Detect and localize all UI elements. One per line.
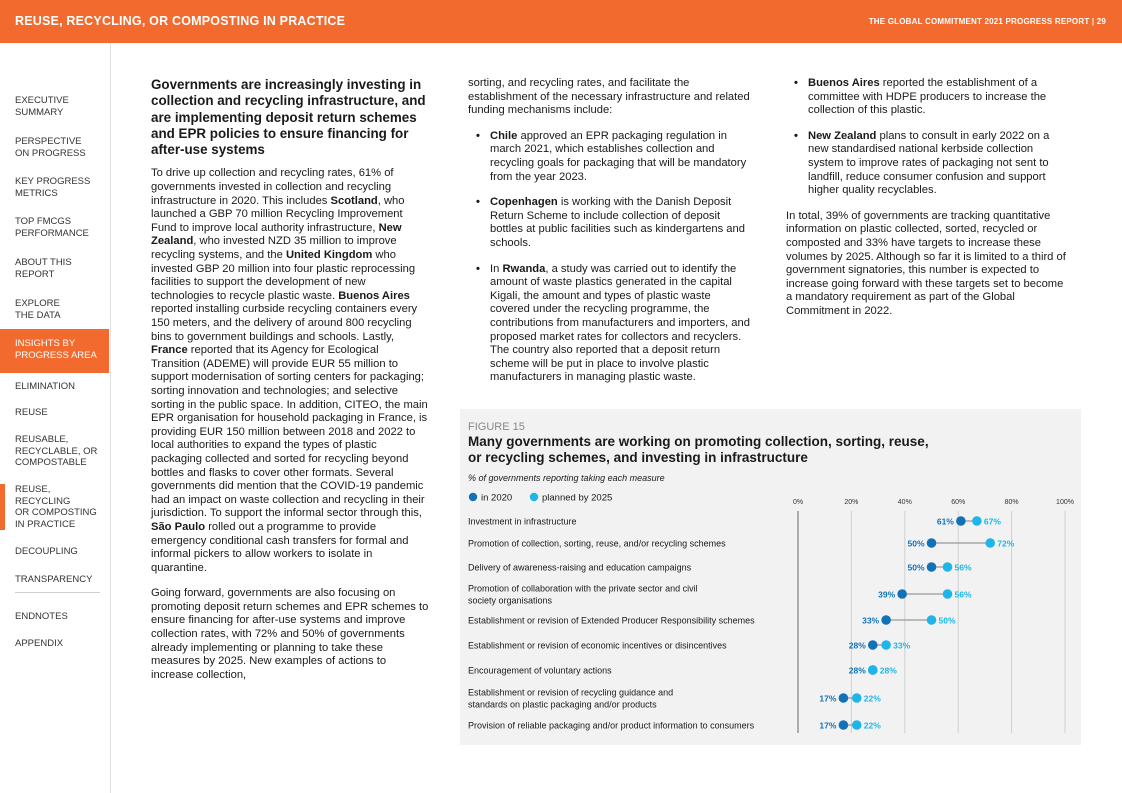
section-title: REUSE, RECYCLING, OR COMPOSTING IN PRACTICE	[15, 14, 346, 28]
nav-label: PERFORMANCE	[15, 227, 89, 239]
nav-label: ABOUT THIS	[15, 257, 72, 268]
marker-2020	[839, 720, 849, 730]
category-label: Establishment or revision of economic incentives or disincentives	[468, 640, 727, 651]
examples-list-continued	[786, 77, 1071, 198]
list-item: • In Rwanda, a study was carried out to identify the amount of waste plastics generated in the capital Kigali, the amount and types of plastic waste covered under the recycling programme, the contributions from manufacturers and importers, and proposed market rates for collectors and recyclers. The country also reported that a deposit return scheme will be put in place to involve plastic manufacturers in managing plastic waste.	[468, 263, 751, 385]
nav-label: INSIGHTS BY	[15, 338, 76, 349]
value-label-2025: 22%	[863, 693, 881, 704]
sidebar-nav	[0, 43, 111, 793]
marker-2025	[943, 589, 953, 599]
category-label: Establishment or revision of Extended Producer Responsibility schemes	[468, 615, 755, 626]
category-label: Promotion of collaboration with the private sector and civil	[468, 583, 698, 594]
figure-15	[460, 409, 1081, 745]
marker-2025	[972, 516, 982, 526]
nav-label: EXECUTIVE	[15, 95, 69, 106]
nav-label: RECYCLING	[15, 495, 71, 507]
x-tick-label: 20%	[844, 499, 859, 506]
value-label-2025: 28%	[879, 665, 897, 676]
marker-2020	[927, 562, 937, 572]
nav-label: KEY PROGRESS	[15, 176, 91, 187]
value-label-2025: 56%	[954, 562, 972, 573]
nav-label: APPENDIX	[15, 638, 64, 649]
figure-subtitle: % of governments reporting taking each measure	[468, 473, 665, 483]
marker-2020	[839, 693, 849, 703]
figure-title-line-1: Many governments are working on promoting collection, sorting, reuse,	[468, 434, 929, 449]
value-label-2020: 17%	[819, 720, 837, 731]
value-label-2025: 50%	[938, 615, 956, 626]
category-label: Establishment or revision of recycling guidance and	[468, 687, 674, 698]
nav-elimination[interactable]	[0, 381, 109, 393]
text-column-3	[786, 77, 1071, 331]
nav-reuse[interactable]	[0, 407, 109, 419]
nav-label: ENDNOTES	[15, 611, 68, 622]
marker-2025	[868, 665, 878, 675]
figure-label: FIGURE 15	[468, 421, 525, 433]
report-title-page-number: THE GLOBAL COMMITMENT 2021 PROGRESS REPORT | 29	[868, 17, 1106, 26]
nav-label: METRICS	[15, 187, 58, 199]
nav-label: OR COMPOSTING	[15, 507, 97, 518]
nav-label: PROGRESS AREA	[15, 349, 97, 361]
list-item: • Copenhagen is working with the Danish Deposit Return Scheme to include collection of deposit bottles at public facilities such as kindergartens and schools.	[468, 196, 751, 250]
value-label-2025: 22%	[863, 720, 881, 731]
dumbbell-chart	[460, 409, 1081, 745]
value-label-2020: 33%	[862, 615, 880, 626]
x-tick-label: 80%	[1004, 499, 1019, 506]
nav-label: RECYCLABLE, OR	[15, 445, 98, 457]
nav-decoupling[interactable]	[0, 546, 109, 558]
paragraph-in-total: In total, 39% of governments are tracking quantitative information on plastic collected, sorted, recycled or composted and 33% have targets to increase these volumes by 2025. Although so far it is limited to a third of government signatories, this number is expected to increase going forward with these targets set to become a mandatory requirement as part of the Global Commitment in 2022.	[786, 209, 1066, 317]
marker-2025	[852, 693, 862, 703]
marker-2025	[943, 562, 953, 572]
value-label-2025: 67%	[983, 516, 1001, 527]
nav-transparency[interactable]	[0, 574, 109, 586]
value-label-2025: 33%	[893, 640, 911, 651]
category-label: Delivery of awareness-raising and education campaigns	[468, 562, 692, 573]
nav-label: REUSE	[15, 407, 48, 418]
category-label: society organisations	[468, 595, 553, 606]
nav-label: TRANSPARENCY	[15, 574, 93, 585]
text-column-2	[468, 77, 751, 397]
nav-key-progress-metrics[interactable]	[0, 176, 109, 199]
marker-2025	[852, 720, 862, 730]
nav-executive-summary[interactable]	[0, 95, 109, 118]
nav-label: EXPLORE	[15, 298, 60, 309]
category-label: Encouragement of voluntary actions	[468, 665, 612, 676]
x-tick-label: 40%	[897, 499, 912, 506]
list-item: • New Zealand plans to consult in early 2022 on a new standardised national kerbside collection system to improve rates of packaging not sent to landfill, reduce consumer confusion and support higher quality recyclables.	[786, 130, 1071, 198]
x-tick-label: 60%	[951, 499, 966, 506]
nav-label: SUMMARY	[15, 106, 64, 118]
nav-about-this-report[interactable]	[0, 257, 109, 280]
legend-label-2025: planned by 2025	[542, 492, 613, 504]
nav-label: PERSPECTIVE	[15, 136, 82, 147]
value-label-2025: 56%	[954, 589, 972, 600]
x-tick-label: 0%	[792, 499, 804, 506]
list-item: • Chile approved an EPR packaging regulation in march 2021, which establishes collection and recycling goals for packaging that will be mandatory from the year 2023.	[468, 130, 751, 184]
nav-top-fmcgs-performance[interactable]	[0, 216, 109, 239]
value-label-2020: 17%	[819, 693, 837, 704]
paragraph-infrastructure: To drive up collection and recycling rates, 61% of governments invested in collection and recycling infrastructure in 2020. This includes Scotland, who launched a GBP 70 million Recycling Improvement Fund to improve local authority infrastructure, New Zealand, who invested NZD 35 million to improve recycling systems, and the United Kingdom who invested GBP 20 million into four plastic reprocessing facilities to support the development of new technologies to recycle plastic waste. Buenos Aires reported installing curbside recycling containers every 150 meters, and the delivery of around 800 recycling bins to government buildings and schools. Lastly, France reported that its Agency for Ecological Transition (ADEME) will provide EUR 55 million to support modernisation of sorting centers for packaging; sorting innovation and technologies; and selective sorting in the public space. In addition, CITEO, the main EPR organisation for household packaging in France, is providing EUR 150 million between 2018 and 2022 to local authorities to expand the types of plastic packaging collected and sorted for recycling beyond bottles and flasks to cover other formats. Several governments did mention that the COVID-19 pandemic had an impact on waste collection and recycling in their jurisdiction. To support the informal sector through this, São Paulo rolled out a programme to provide emergency conditional cash transfers for formal and informal pickers to allow workers to isolate in quarantine.	[151, 167, 428, 574]
nav-reusable-recyclable-compostable[interactable]	[0, 434, 109, 469]
nav-perspective-on-progress[interactable]	[0, 136, 109, 159]
nav-label: THE DATA	[15, 309, 61, 321]
marker-2025	[881, 640, 891, 650]
marker-2025	[927, 615, 937, 625]
marker-2020	[868, 640, 878, 650]
value-label-2020: 28%	[848, 640, 866, 651]
paragraph-going-forward: Going forward, governments are also focusing on promoting deposit return schemes and EPR schemes to ensure financing for after-use systems and improve collection rates, with 72% and 50% of governments already implementing or planning to take these measures by 2025. New examples of actions to increase collection,	[151, 587, 429, 681]
legend-swatch-2020	[469, 493, 477, 501]
x-tick-label: 100%	[1056, 499, 1074, 506]
list-item: • Buenos Aires reported the establishment of a committee with HDPE producers to increase the collection of this plastic.	[786, 77, 1071, 118]
nav-label: ON PROGRESS	[15, 147, 86, 159]
marker-2020	[881, 615, 891, 625]
nav-label: REUSE,	[15, 484, 51, 495]
category-label: standards on plastic packaging and/or products	[468, 699, 657, 710]
nav-insights-by-progress-area[interactable]	[0, 329, 109, 373]
value-label-2020: 61%	[936, 516, 954, 527]
marker-2020	[897, 589, 907, 599]
legend-swatch-2025	[530, 493, 538, 501]
examples-list	[468, 130, 751, 385]
marker-2020	[927, 538, 937, 548]
nav-label: IN PRACTICE	[15, 518, 76, 530]
nav-divider	[15, 592, 100, 593]
value-label-2020: 50%	[907, 538, 925, 549]
nav-label: REUSABLE,	[15, 434, 69, 445]
nav-label: COMPOSTABLE	[15, 457, 87, 468]
nav-explore-the-data[interactable]	[0, 298, 109, 321]
marker-2025	[985, 538, 995, 548]
section-heading: Governments are increasingly investing in collection and recycling infrastructure, and are implementing deposit return schemes and EPR policies to ensure financing for after-use systems	[151, 77, 426, 158]
nav-label: TOP FMCGS	[15, 216, 72, 227]
header-bar	[0, 0, 1122, 43]
nav-label: DECOUPLING	[15, 546, 78, 557]
nav-label: ELIMINATION	[15, 381, 75, 392]
category-label: Provision of reliable packaging and/or product information to consumers	[468, 720, 755, 731]
paragraph-intro: sorting, and recycling rates, and facilitate the establishment of the necessary infrastructure and related funding mechanisms include:	[468, 77, 750, 117]
nav-reuse-recycling-composting-in-practice[interactable]	[0, 484, 109, 530]
figure-title-line-2: or recycling schemes, and investing in infrastructure	[468, 450, 808, 465]
legend-label-2020: in 2020	[481, 492, 513, 504]
text-column-1	[151, 77, 429, 694]
category-label: Investment in infrastructure	[468, 516, 577, 527]
value-label-2020: 50%	[907, 562, 925, 573]
category-label: Promotion of collection, sorting, reuse, and/or recycling schemes	[468, 538, 726, 549]
value-label-2025: 72%	[997, 538, 1015, 549]
nav-endnotes[interactable]	[0, 611, 109, 623]
nav-label: REPORT	[15, 268, 55, 280]
marker-2020	[956, 516, 966, 526]
value-label-2020: 39%	[878, 589, 896, 600]
value-label-2020: 28%	[848, 665, 866, 676]
nav-appendix[interactable]	[0, 638, 109, 650]
